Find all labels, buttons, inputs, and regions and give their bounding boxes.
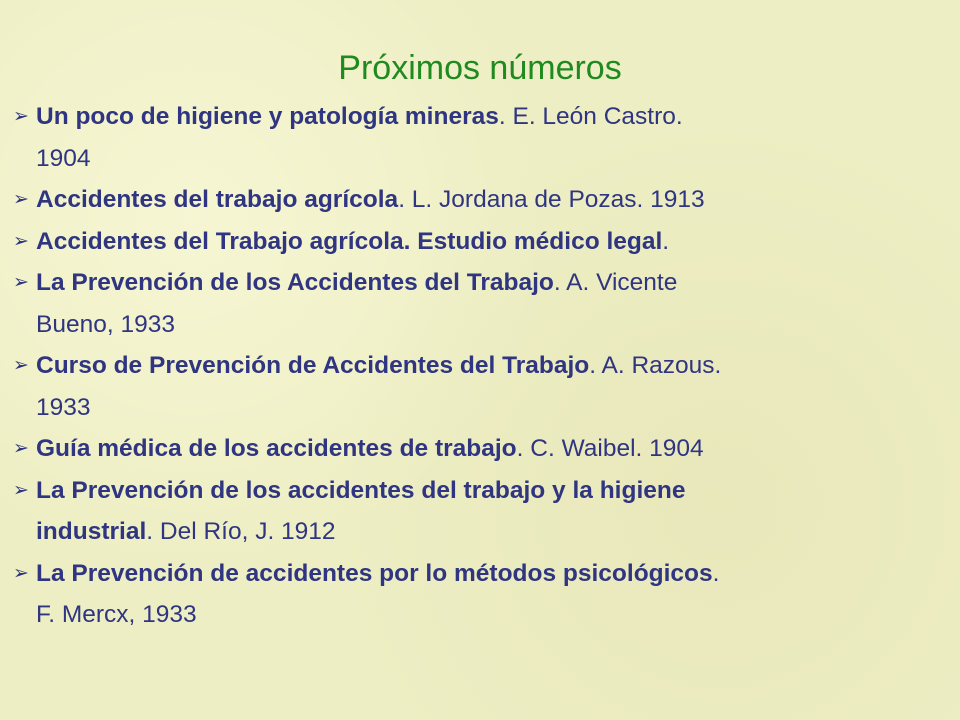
arrow-bullet-icon: ➢ xyxy=(13,562,29,584)
entry-title: La Prevención de los accidentes del trabajo y la higiene xyxy=(36,476,686,504)
entry-continuation xyxy=(36,387,932,429)
entry-title: La Prevención de los Accidentes del Trabajo xyxy=(36,269,554,296)
entry-title: Accidentes del Trabajo agrícola. Estudio médico legal xyxy=(36,227,663,255)
entry-details-continued: Bueno, 1933 xyxy=(36,310,175,338)
arrow-bullet-icon: ➢ xyxy=(13,355,29,376)
entry-title: Guía médica de los accidentes de trabajo xyxy=(36,435,517,462)
arrow-bullet-icon: ➢ xyxy=(13,438,29,459)
entry-continuation xyxy=(36,304,932,346)
entry-continuation xyxy=(36,138,932,180)
list-item xyxy=(12,221,932,263)
entry-title: Accidentes del trabajo agrícola xyxy=(36,186,399,213)
entry-details: . E. León Castro. xyxy=(498,103,683,130)
entry-title: Curso de Prevención de Accidentes del Trabajo xyxy=(36,352,590,379)
entry-details: . L. Jordana de Pozas. 1913 xyxy=(398,186,705,213)
entry-continuation xyxy=(36,594,932,636)
entry-details-continued: 1933 xyxy=(36,393,91,421)
entry-details: . A. Razous. xyxy=(589,352,722,379)
slide-title: Próximos números xyxy=(338,49,622,87)
entry-details-continued: F. Mercx, 1933 xyxy=(36,601,197,628)
list-item xyxy=(12,470,932,553)
list-item xyxy=(12,262,932,345)
entry-details: . xyxy=(712,559,720,587)
list-item xyxy=(12,179,932,221)
entry-title: La Prevención de accidentes por lo métodos psicológicos xyxy=(36,559,713,587)
entry-details: . xyxy=(662,227,670,255)
entry-details-continued: . Del Río, J. 1912 xyxy=(146,518,336,545)
entry-details-continued: 1904 xyxy=(36,144,91,172)
arrow-bullet-icon: ➢ xyxy=(13,272,29,293)
arrow-bullet-icon: ➢ xyxy=(13,479,29,501)
arrow-bullet-icon: ➢ xyxy=(13,230,29,252)
list-item xyxy=(12,428,932,470)
entry-details: . A. Vicente xyxy=(553,269,678,296)
entry-details: . C. Waibel. 1904 xyxy=(516,435,704,462)
entry-title-continued: industrial xyxy=(36,518,147,545)
list-item xyxy=(12,96,932,179)
upcoming-issues-list xyxy=(12,96,932,636)
arrow-bullet-icon: ➢ xyxy=(13,189,29,210)
entry-title: Un poco de higiene y patología mineras xyxy=(36,103,499,130)
arrow-bullet-icon: ➢ xyxy=(13,106,29,127)
list-item xyxy=(12,553,932,636)
list-item xyxy=(12,345,932,428)
entry-continuation xyxy=(36,511,932,553)
